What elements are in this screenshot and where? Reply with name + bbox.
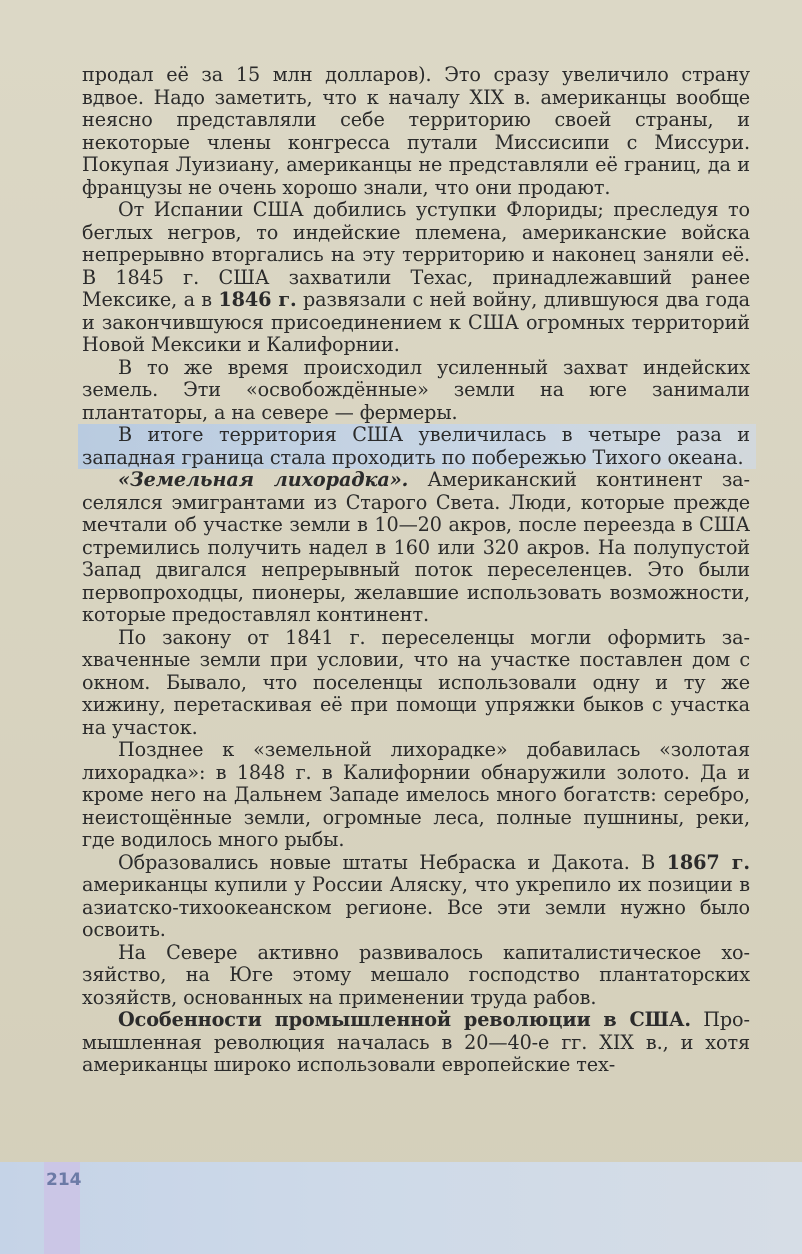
page-number: 214 [46,1170,82,1190]
paragraph: На Севере активно развивалось капиталистическое хозяйство, на Юге этому мешало господство плантаторских хозяйств, основанных на применении труда рабов. [82,940,750,1009]
text-column [82,64,750,1077]
highlighted-paragraph: В итоге территория США увеличилась в четыре раза и западная граница стала проходить по побережью Тихого океана. [82,423,750,469]
paragraph: В то же время происходил усиленный захват индейских земель. Эти «освобождённые» земли на юге занимали плантаторы, а на севере — фермеры. [82,355,750,424]
bottom-margin-band [0,1162,802,1254]
paragraph: Особенности промышленной революции в США. Промышленная революция началась в 20—40-е гг. XIX в., и хотя американцы широко использовали европейские тех- [82,1008,750,1076]
paragraph: «Земельная лихорадка». Американский континент заселялся эмигрантами из Старого Света. Люди, которые прежде мечтали об участке земли в 10—20 акров, после переезда в США стремились получить надел в 160 или 320 акров. На полупустой Запад двигался непрерывный поток переселенцев. Это были первопроходцы, пионеры, желавшие использовать возможности, которые предоставлял континент. [82,468,751,626]
paragraph: От Испании США добились уступки Флориды; преследуя то беглых негров, то индейские племена, американские войска непрерывно вторгались на эту территорию и наконец заняли её. В 1845 г. США захватили Техас, принадлежавший ранее Мексике, а в 1846 г. развязали с ней войну, длившуюся два года и закончившуюся присоединением к США огромных территорий Новой Мексики и Калифорнии. [82,198,750,356]
paragraph: По закону от 1841 г. переселенцы могли оформить захваченные земли при условии, что на участке поставлен дом с окном. Бывало, что поселенцы использовали одну и ту же хижину, перетаскивая её при помощи упряжки быков с участка на участок. [82,625,750,739]
paragraph: Позднее к «земельной лихорадке» добавилась «золотая лихорадка»: в 1848 г. в Калифорнии обнаружили золото. Да и кроме него на Дальнем Западе имелось много богатств: серебро, неистощённые земли, огромные леса, полные пушнины, реки, где водилось много рыбы. [82,738,750,851]
highlight-block [78,424,756,469]
paragraph: Образовались новые штаты Небраска и Дакота. В 1867 г. американцы купили у России Аляску, что укрепило их позиции в азиатско-тихоокеанском регионе. Все эти земли нужно было освоить. [82,850,750,941]
paragraph: продал её за 15 млн долларов). Это сразу увеличило страну вдвое. Надо заметить, что к началу XIX в. американцы вообще неясно представляли себе территорию своей страны, и некоторые члены конгресса путали Миссисипи с Миссури. Покупая Луизиану, американцы не представляли её границ, да и французы не очень хорошо знали, что они продают. [82,63,750,199]
